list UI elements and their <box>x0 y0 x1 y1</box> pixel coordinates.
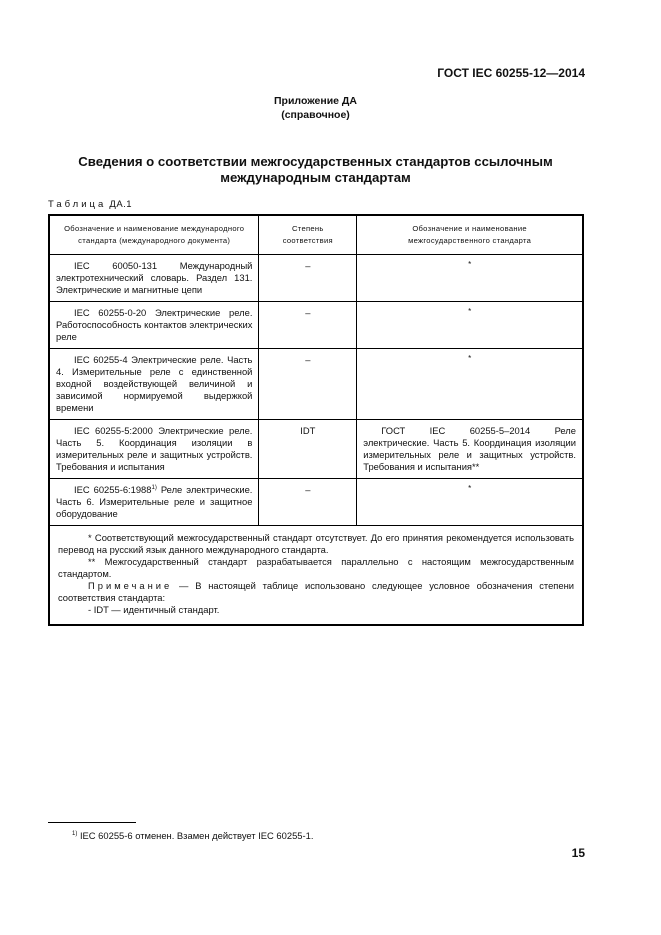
footnote <box>72 830 313 841</box>
cell-degree: IDT <box>259 420 357 479</box>
cell-international-standard: IEC 60255-4 Электрические реле. Часть 4. Измерительные реле с единственной входной воздействующей величиной и зависимой нормируемой выдержкой времени <box>49 349 259 420</box>
header-text: Степень <box>291 224 324 233</box>
annex-kind: (справочное) <box>281 109 350 121</box>
cell-international-standard: IEC 60255-0-20 Электрические реле. Работоспособность контактов электрических реле <box>49 302 259 349</box>
table-notes-row <box>49 526 583 626</box>
cell-interstate-standard: ГОСТ IEC 60255-5–2014 Реле электрические. Часть 5. Координация изоляции измерительных реле и защитных устройств. Требования и испытания** <box>357 420 583 479</box>
correspondence-table <box>48 214 584 626</box>
note-star-2: ** Межгосударственный стандарт разрабатывается параллельно с настоящим межгосударственным стандартом. <box>58 556 574 579</box>
footnote-marker: 1) <box>72 830 78 837</box>
document-standard-code: ГОСТ IEC 60255-12—2014 <box>437 66 585 80</box>
table-row <box>49 302 583 349</box>
cell-international-standard: IEC 60050-131 Международный электротехнический словарь. Раздел 131. Электрические и магнитные цепи <box>49 255 259 302</box>
table-row <box>49 420 583 479</box>
cell-interstate-standard: * <box>357 349 583 420</box>
header-text: межгосударственного стандарта <box>408 236 532 245</box>
cell-degree: – <box>259 349 357 420</box>
table-caption-id: ДА.1 <box>109 199 133 210</box>
table-row <box>49 479 583 526</box>
cell-international-standard: IEC 60255-5:2000 Электрические реле. Часть 5. Координация изоляции в измерительных реле и защитных устройств. Требования и испытания <box>49 420 259 479</box>
cell-degree: – <box>259 479 357 526</box>
cell-interstate-standard: * <box>357 255 583 302</box>
cell-degree: – <box>259 255 357 302</box>
header-text: Обозначение и наименование <box>412 224 527 233</box>
table-header-row <box>49 215 583 255</box>
table-caption-word: Таблица <box>48 199 107 210</box>
header-text: стандарта (международного документа) <box>78 236 231 245</box>
note-star-1: * Соответствующий межгосударственный стандарт отсутствует. До его принятия рекомендуется использовать перевод на русский язык данного международного стандарта. <box>58 532 574 555</box>
annex-label: Приложение ДА <box>274 95 357 107</box>
cell-degree: – <box>259 302 357 349</box>
table-caption <box>48 199 132 210</box>
annex-heading <box>0 94 631 122</box>
note-text: — В настоящей таблице использовано следующее условное обозначения степени соответствия стандарта: <box>58 580 574 603</box>
section-title-line-2: международным стандартам <box>220 170 411 185</box>
header-text: Обозначение и наименование международного <box>64 224 245 233</box>
table-notes <box>49 526 583 626</box>
note-idt: - IDT — идентичный стандарт. <box>88 604 220 615</box>
note-remark <box>58 580 574 604</box>
table-row <box>49 255 583 302</box>
section-title <box>48 154 583 186</box>
intl-title: Реле электрические. Часть 6. Измерительные реле и защитное оборудование <box>56 484 253 519</box>
column-header-international-standard <box>49 215 259 255</box>
table-row <box>49 349 583 420</box>
cell-interstate-standard: * <box>357 302 583 349</box>
note-word: Примечание <box>88 580 173 591</box>
footnote-ref: 1) <box>151 484 157 491</box>
footnote-divider <box>48 822 136 823</box>
column-header-interstate-standard <box>357 215 583 255</box>
column-header-degree <box>259 215 357 255</box>
cell-international-standard <box>49 479 259 526</box>
intl-code: IEC 60255-6:1988 <box>74 484 152 495</box>
page-number: 15 <box>571 846 585 860</box>
cell-interstate-standard: * <box>357 479 583 526</box>
section-title-line-1: Сведения о соответствии межгосударственных стандартов ссылочным <box>78 154 553 169</box>
footnote-text: IEC 60255-6 отменен. Взамен действует IEC 60255-1. <box>77 830 314 841</box>
header-text: соответствия <box>282 236 333 245</box>
